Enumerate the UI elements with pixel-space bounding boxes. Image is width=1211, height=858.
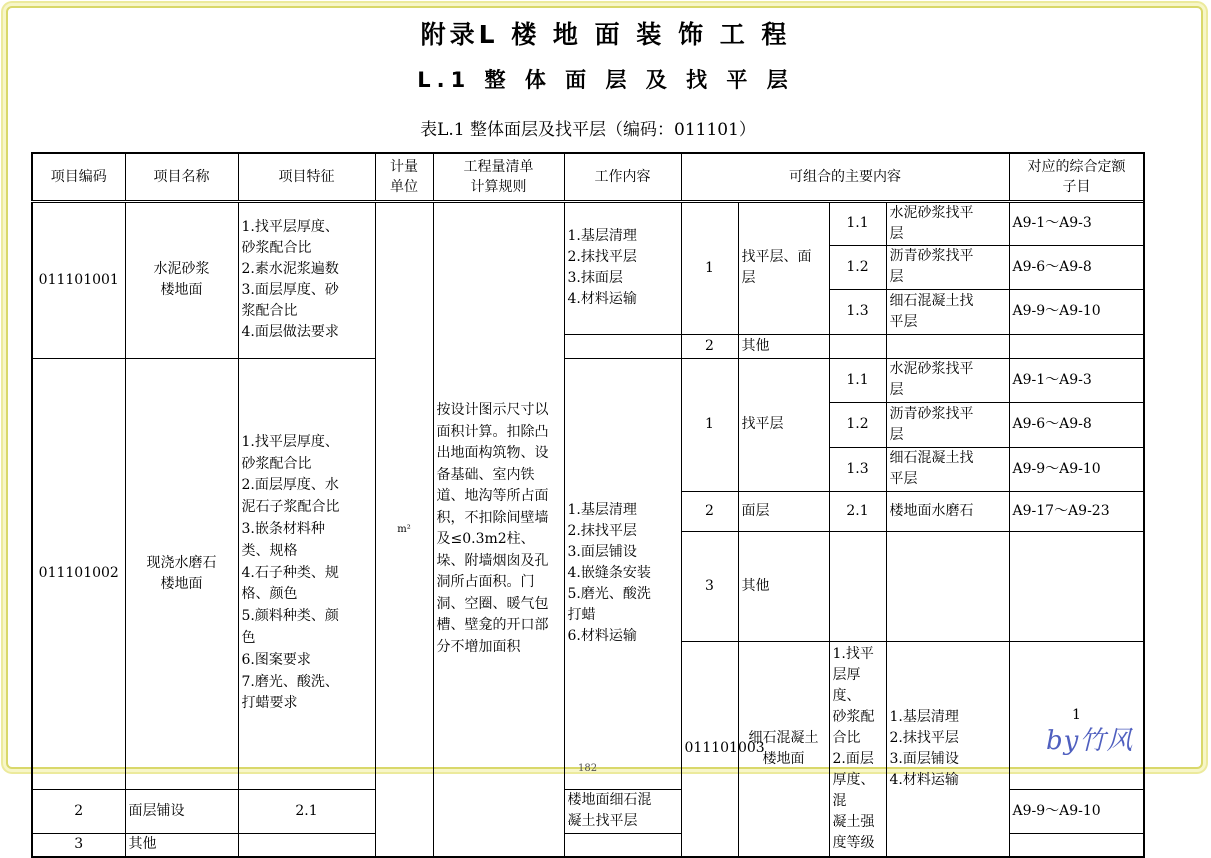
empty-cell xyxy=(1009,833,1144,857)
group-label: 找平层、面 层 xyxy=(738,201,829,334)
quota-ref: A9-9～A9-10 xyxy=(1009,789,1144,833)
empty-cell xyxy=(886,531,1009,641)
group-label: 其他 xyxy=(738,334,829,358)
empty-cell xyxy=(564,833,681,857)
sub-name: 沥青砂浆找平 层 xyxy=(886,245,1009,289)
sub-name: 细石混凝土找 平层 xyxy=(886,289,1009,334)
empty-cell xyxy=(829,334,886,358)
item-work: 1.基层清理 2.抹找平层 3.抹面层 4.材料运输 xyxy=(564,201,681,334)
header-work: 工作内容 xyxy=(564,153,681,201)
empty-cell xyxy=(1009,334,1144,358)
quota-ref: A9-1～A9-3 xyxy=(1009,201,1144,245)
header-name: 项目名称 xyxy=(125,153,238,201)
quota-ref: A9-9～A9-10 xyxy=(1009,447,1144,491)
author-signature: by竹风 xyxy=(1046,726,1134,756)
page-number: 182 xyxy=(578,763,598,774)
empty-cell xyxy=(1009,531,1144,641)
table-row xyxy=(32,201,1144,245)
group-no: 2 xyxy=(681,491,738,531)
header-features: 项目特征 xyxy=(238,153,375,201)
header-code: 项目编码 xyxy=(32,153,125,201)
item-name: 水泥砂浆 楼地面 xyxy=(125,201,238,358)
group-no: 2 xyxy=(32,789,125,833)
quota-ref: A9-1～A9-3 xyxy=(1009,358,1144,402)
quota-ref: A9-17～A9-23 xyxy=(1009,491,1144,531)
section-title: L.1 整 体 面 层 及 找 平 层 xyxy=(417,68,794,92)
group-no: 1 xyxy=(681,358,738,491)
sub-no: 1.1 xyxy=(829,358,886,402)
item-work: 1.基层清理 2.抹找平层 3.面层铺设 4.材料运输 xyxy=(886,641,1009,857)
item-name: 现浇水磨石 楼地面 xyxy=(125,358,238,789)
sub-name: 沥青砂浆找平 层 xyxy=(886,402,1009,447)
item-features: 1.找平层厚度、 砂浆配合比 2.素水泥浆遍数 3.面层厚度、砂 浆配合比 4.面层做法要求 xyxy=(238,201,375,358)
group-label: 其他 xyxy=(738,531,829,641)
sub-name: 水泥砂浆找平 层 xyxy=(886,358,1009,402)
sub-name: 细石混凝土找 平层 xyxy=(886,447,1009,491)
sub-no: 1.1 xyxy=(829,201,886,245)
item-features: 1.找平层厚度、 砂浆配合比 2.面层厚度、混 凝土强度等级 xyxy=(829,641,886,857)
unit-cell: m² xyxy=(375,201,433,857)
table-row xyxy=(32,358,1144,402)
group-no: 2 xyxy=(681,334,738,358)
sub-name: 水泥砂浆找平 层 xyxy=(886,201,1009,245)
header-row xyxy=(32,153,1144,201)
item-work: 1.基层清理 2.抹找平层 3.面层铺设 4.嵌缝条安装 5.磨光、酸洗 打蜡 6.材料运输 xyxy=(564,358,681,789)
empty-cell xyxy=(829,531,886,641)
group-label: 找平层 xyxy=(738,358,829,491)
item-code: 011101002 xyxy=(32,358,125,789)
item-work-empty xyxy=(564,334,681,358)
item-features: 1.找平层厚度、 砂浆配合比 2.面层厚度、水 泥石子浆配合比 3.嵌条材料种 类、规格 4.石子种类、规 格、颜色 5.颜料种类、颜 色 6.图案要求 7.磨光、酸洗、 打蜡要求 xyxy=(238,358,375,789)
item-code: 011101003 xyxy=(681,641,738,857)
quota-ref: A9-6～A9-8 xyxy=(1009,245,1144,289)
empty-cell xyxy=(238,833,375,857)
appendix-title: 附录L 楼 地 面 装 饰 工 程 xyxy=(420,20,791,49)
bill-of-quantities-table xyxy=(31,152,1145,858)
sub-name: 楼地面水磨石 xyxy=(886,491,1009,531)
quota-ref: A9-9～A9-10 xyxy=(1009,289,1144,334)
empty-cell xyxy=(886,334,1009,358)
sub-no: 1.3 xyxy=(829,447,886,491)
group-no: 3 xyxy=(32,833,125,857)
header-rule: 工程量清单 计算规则 xyxy=(433,153,564,201)
group-no: 1 xyxy=(681,201,738,334)
sub-no: 1.2 xyxy=(829,402,886,447)
sub-name: 楼地面细石混 凝土找平层 xyxy=(564,789,681,833)
header-quota: 对应的综合定额 子目 xyxy=(1009,153,1144,201)
group-label: 面层铺设 xyxy=(125,789,238,833)
table-caption: 表L.1 整体面层及找平层（编码：011101） xyxy=(420,120,756,140)
quota-ref: A9-6～A9-8 xyxy=(1009,402,1144,447)
item-code: 011101001 xyxy=(32,201,125,358)
sub-no: 2.1 xyxy=(238,789,375,833)
sub-no: 2.1 xyxy=(829,491,886,531)
sub-no: 1.2 xyxy=(829,245,886,289)
group-label: 其他 xyxy=(125,833,238,857)
sub-no: 1.3 xyxy=(829,289,886,334)
calculation-rule: 按设计图示尺寸以面积计算。扣除凸出地面构筑物、设备基础、室内铁道、地沟等所占面积，不扣除间壁墙及≤0.3m2柱、垛、附墙烟囱及孔洞所占面积。门洞、空圈、暖气包槽、壁龛的开口部分不增加面积 xyxy=(433,201,564,857)
header-unit: 计量 单位 xyxy=(375,153,433,201)
group-no: 3 xyxy=(681,531,738,641)
group-no: 1 xyxy=(1009,641,1144,789)
header-combo: 可组合的主要内容 xyxy=(681,153,1009,201)
item-name: 细石混凝土 楼地面 xyxy=(738,641,829,857)
group-label: 面层 xyxy=(738,491,829,531)
